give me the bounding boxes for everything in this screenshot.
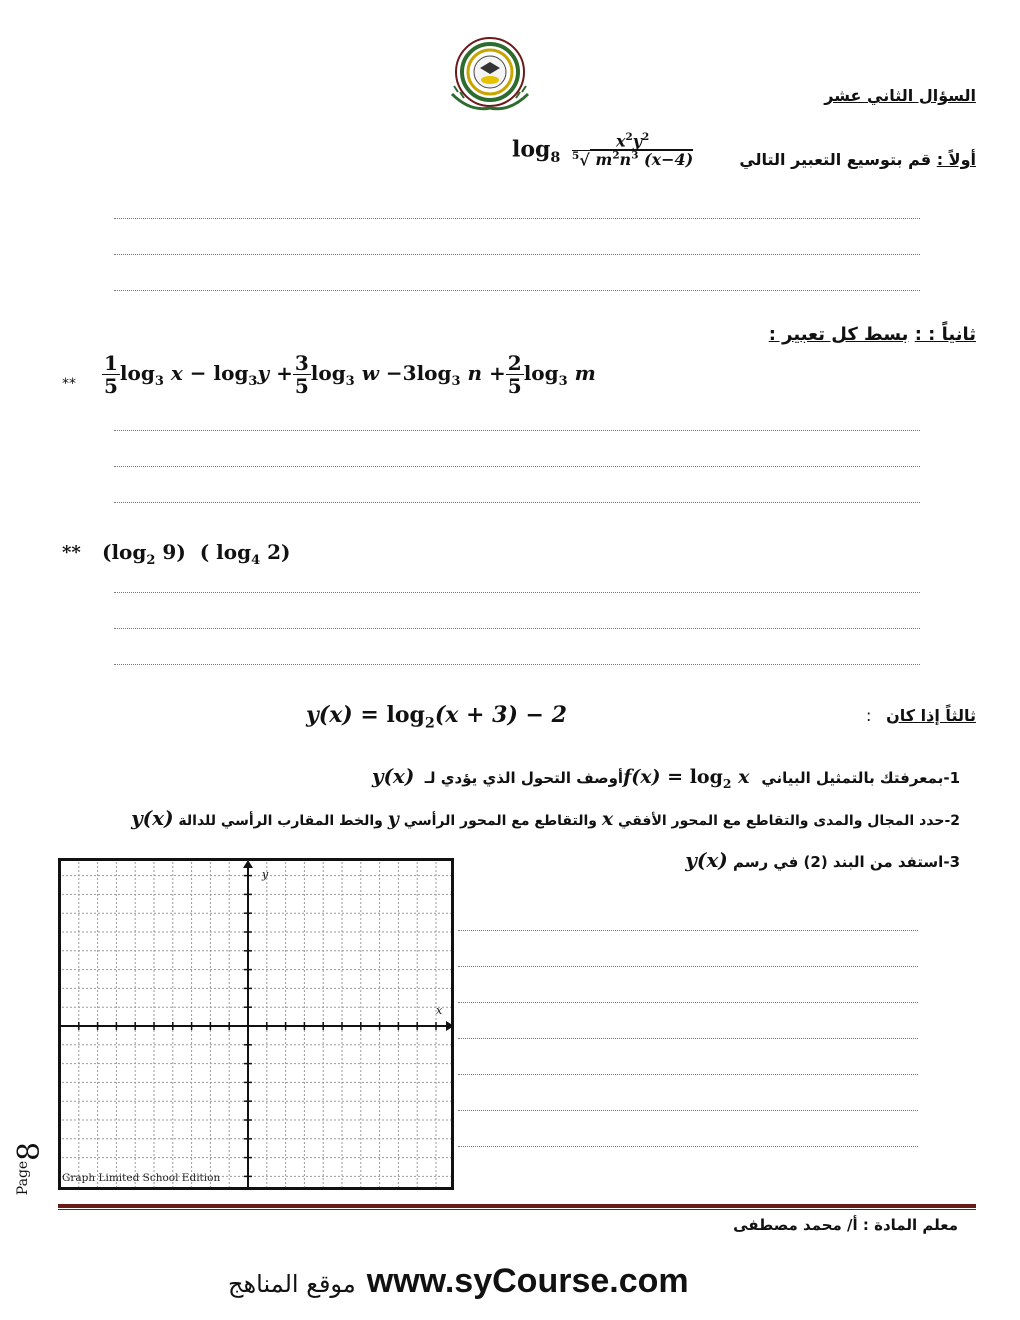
- part3-colon: :: [866, 706, 872, 725]
- radical-sign: √: [579, 150, 590, 170]
- answer-line: [114, 664, 920, 665]
- answer-line: [114, 502, 920, 503]
- part2-item1-expression: $\frac{1}{5}$ $\log_3 x - \log_3y$ + $\frac{3}{5}$ $\log_3 w -3\log_3$ n + $\frac{2}{5}$ $\log_3 m$: [104, 351, 596, 398]
- question-1: 1-بمعرفتك بالتمثيل البياني $f(x) = \log_2 x$ أوصف التحول الذي يؤدي لـ y(x): [371, 764, 960, 791]
- footer-rule: [58, 1204, 976, 1208]
- coordinate-grid[interactable]: [58, 858, 454, 1190]
- part2-item2-expression: ($\log_2$ 9) ( $\log_4 2$): [102, 540, 291, 568]
- part2-instruction: بسط كل تعبير :: [768, 324, 909, 345]
- answer-line: [114, 254, 920, 255]
- question-3: 3-استفد من البند (2) في رسم y(x): [685, 848, 960, 872]
- part1-instruction: قم بتوسيع التعبير التالي: [739, 150, 932, 169]
- page-number: 8: [12, 1141, 48, 1162]
- answer-line: [114, 466, 920, 467]
- function-definition: $y(x) = \log_2(x + 3) - 2$: [306, 702, 567, 732]
- answer-line: [114, 218, 920, 219]
- answer-line: [458, 930, 918, 931]
- question-title: السؤال الثاني عشر: [824, 86, 976, 105]
- answer-line: [458, 1038, 918, 1039]
- part1-fraction: $\frac{x^2y^2}{^5√ m^2n^3 (x-4)}$: [572, 131, 694, 170]
- school-seal-logo: [440, 34, 540, 114]
- teacher-credit: معلم المادة : أ/ محمد مصطفى: [733, 1216, 958, 1234]
- site-url[interactable]: www.syCourse.com: [366, 1262, 689, 1300]
- part1-label: أولاً :: [936, 150, 976, 169]
- answer-line: [114, 290, 920, 291]
- answer-line: [114, 628, 920, 629]
- part2-label: ثانياً : :: [914, 324, 976, 345]
- answer-line: [114, 430, 920, 431]
- site-footer: [228, 1262, 689, 1301]
- part3-heading: [886, 706, 976, 725]
- part1-expression: $\log_8$ $\frac{x^2y^2}{^5√ m^2n^3 (x-4)}$: [512, 131, 694, 170]
- answer-line: [458, 1002, 918, 1003]
- part2-heading: [769, 324, 976, 345]
- x-axis-label: x: [436, 1004, 443, 1017]
- page-indicator: [14, 1136, 54, 1200]
- y-axis-arrow: [243, 860, 253, 868]
- answer-line: [458, 1110, 918, 1111]
- part3-label: ثالثاً إذا كان: [886, 706, 976, 725]
- answer-line: [458, 1074, 918, 1075]
- y-axis-label: y: [262, 868, 269, 881]
- page-word: Page: [15, 1160, 32, 1196]
- answer-line: [458, 1146, 918, 1147]
- part1-heading: [739, 150, 976, 169]
- grid-svg: [58, 858, 454, 1190]
- graph-watermark: Graph Limited School Edition: [62, 1172, 221, 1184]
- answer-line: [114, 592, 920, 593]
- item1-marker: **: [62, 376, 76, 392]
- item2-marker: **: [62, 542, 81, 563]
- site-name: موقع المناهج: [228, 1270, 356, 1298]
- footer-rule-thin: [58, 1209, 976, 1210]
- question-2: 2-حدد المجال والمدى والتقاطع مع المحور الأفقي x والتقاطع مع المحور الرأسي y والخط المقارب الرأسي للدالة y(x): [131, 806, 960, 830]
- answer-line: [458, 966, 918, 967]
